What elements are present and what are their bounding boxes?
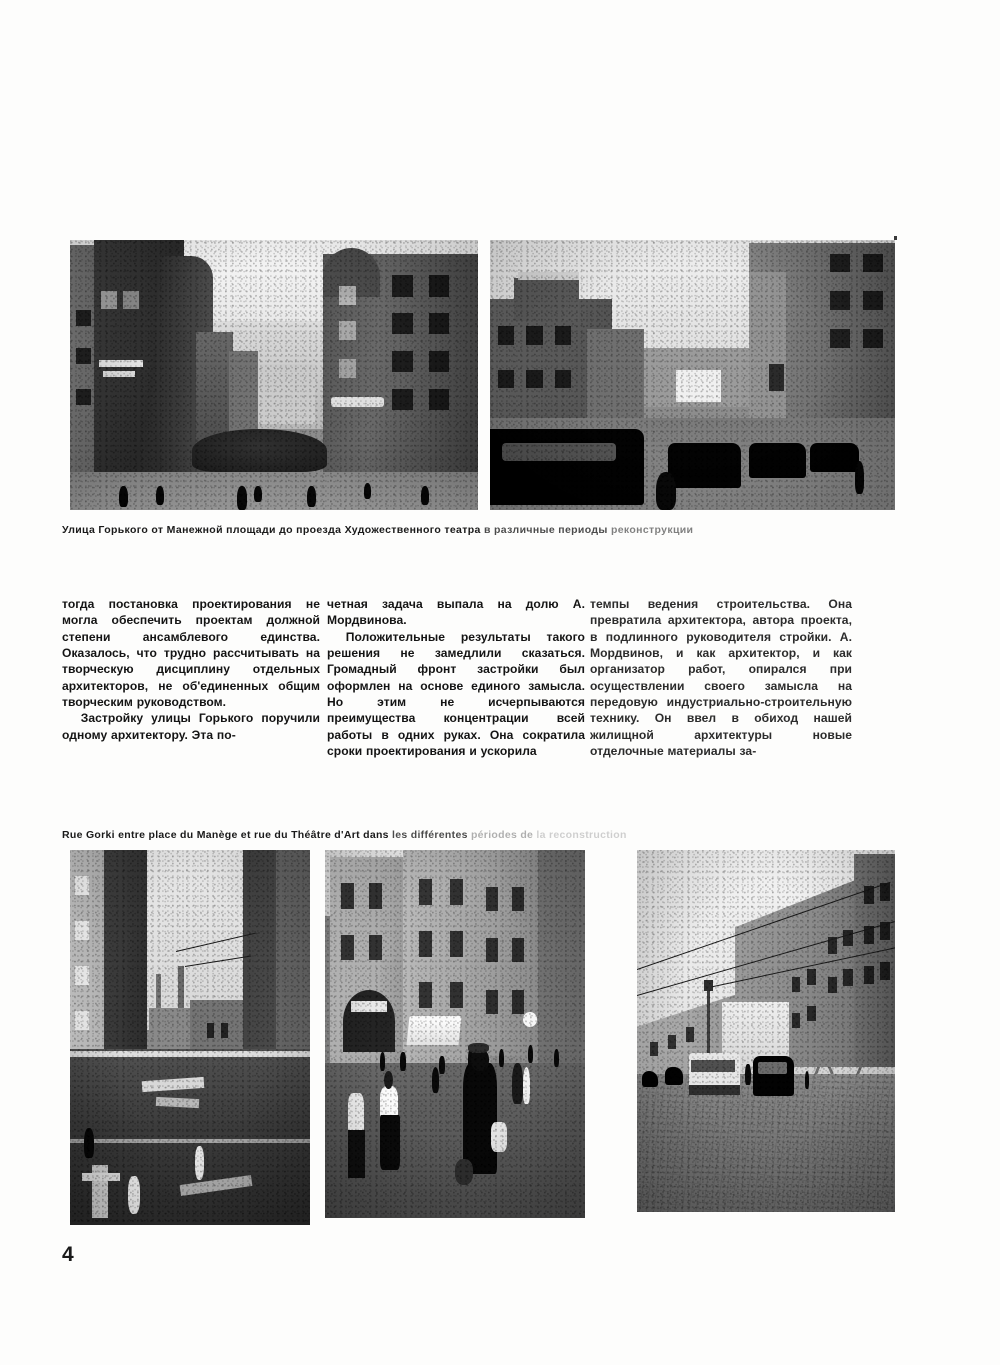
caption-top-seg-1: Улица Горького от Манежной площади до проезда Художественного театра: [62, 524, 484, 536]
text-column-1: [62, 596, 320, 743]
photo-bottom-right: [637, 850, 895, 1212]
caption-bottom-seg-2: les différentes: [392, 829, 471, 841]
caption-bottom-french: [62, 829, 627, 841]
column-2-paragraph-1: четная задача выпала на долю А. Мордвинова.: [327, 597, 585, 628]
text-column-2: [327, 596, 585, 759]
caption-bottom-seg-1: Rue Gorki entre place du Manège et rue du Théâtre d'Art dans: [62, 829, 393, 841]
photo-top-right: [490, 240, 895, 510]
photo-bottom-middle: [325, 850, 585, 1218]
caption-top-seg-2: в различные периоды: [483, 524, 611, 536]
column-1-paragraph-2: Застройку улицы Горького поручили одному архитектору. Эта по-: [62, 711, 320, 742]
ink-speck: [894, 236, 897, 240]
column-1-paragraph-1: тогда постановка проектирования не могла обеспечить проектам должной степени ансамблевого единства. Оказалось, что трудно рассчитывать на творческую дисциплину отдельных архитекторов, не об'единенных общим творческим руководством.: [62, 597, 320, 710]
caption-bottom-seg-4: la reconstruction: [536, 829, 627, 841]
caption-bottom-seg-3: périodes de: [470, 829, 537, 841]
page-number: 4: [62, 1243, 74, 1266]
photo-bottom-left: [70, 850, 310, 1225]
text-column-3: [590, 596, 852, 759]
caption-top-seg-3: реконструкции: [610, 524, 694, 536]
column-3-paragraph-1: темпы ведения строительства. Она превратила архитектора, автора проекта, в подлинного руководителя стройки. А. Мордвинов, и как архитектор, и как организатор работ, опирался при осуществлении своего замысла на передовую индустриально-строительную технику. Он ввел в обиход нашей жилищной архитектуры новые отделочные материалы за-: [590, 597, 852, 759]
column-2-paragraph-2: Положительные результаты такого решения не замедлили сказаться. Громадный фронт застройки был оформлен на основе единого замысла. Но этим не исчерпываются преимущества концентрации всей работы в одних руках. Она сократила сроки проектирования и ускорила: [327, 629, 585, 759]
photo-top-left: [70, 240, 478, 510]
caption-top-russian: [62, 524, 693, 536]
